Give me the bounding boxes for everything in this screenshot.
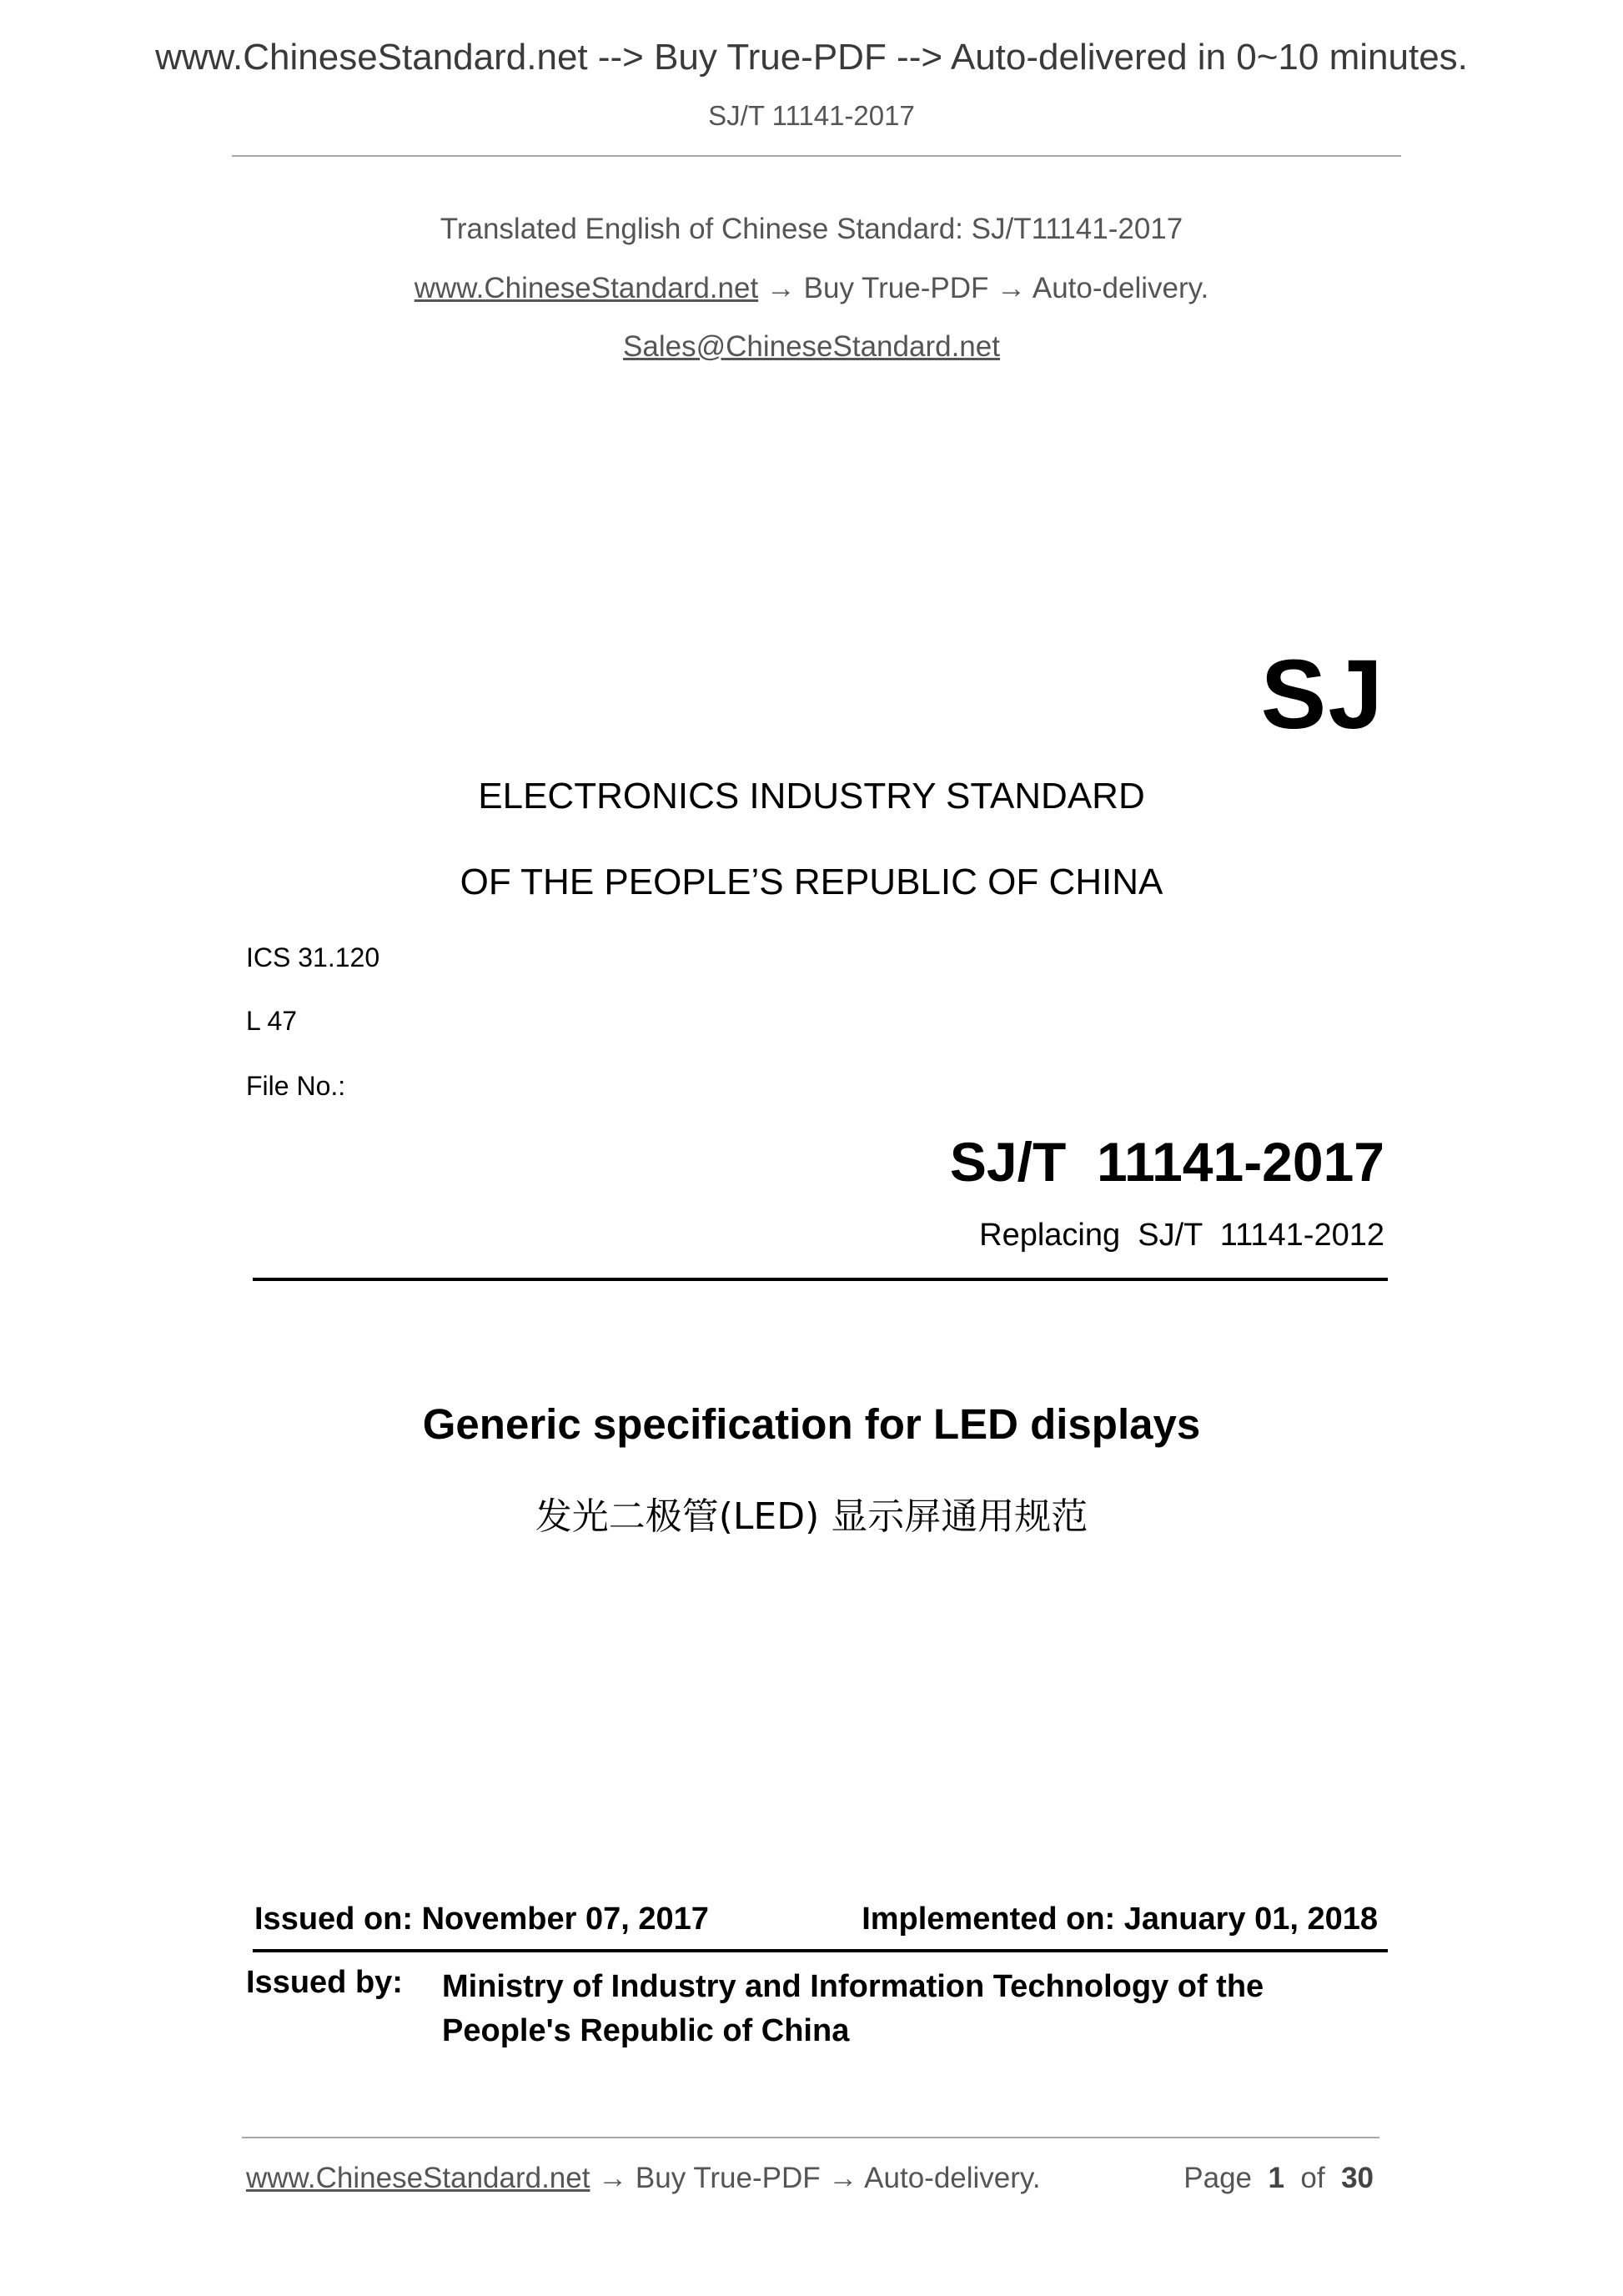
ics-code: ICS 31.120: [246, 942, 380, 972]
document-title-zh: 发光二极管(LED) 显示屏通用规范: [535, 1495, 1088, 1538]
replacing-standard: Replacing SJ/T 11141-2012: [979, 1218, 1384, 1253]
ccs-code: L 47: [246, 1006, 298, 1036]
email-link[interactable]: Sales@ChineseStandard.net: [623, 330, 1000, 363]
footer-site-rest: → Buy True-PDF → Auto-delivery.: [590, 2162, 1041, 2194]
site-line: [0, 272, 1623, 305]
sj-logo: SJ: [1260, 640, 1384, 750]
top-banner: www.ChineseStandard.net --> Buy True-PDF --> Auto-delivered in 0~10 minutes.: [155, 37, 1468, 78]
page-of: of: [1300, 2162, 1325, 2194]
title-divider: [253, 1278, 1388, 1281]
implemented-on-date: Implemented on: January 01, 2018: [862, 1902, 1378, 1937]
file-number: File No.:: [246, 1071, 346, 1101]
issued-on-date: Issued on: November 07, 2017: [254, 1902, 709, 1937]
dates-divider: [253, 1949, 1388, 1952]
page-label: Page: [1183, 2162, 1253, 2194]
footer-divider: [242, 2137, 1379, 2138]
page-indicator: [1183, 2162, 1374, 2195]
footer-site-link[interactable]: www.ChineseStandard.net: [246, 2162, 590, 2194]
issued-by-label: Issued by:: [246, 1965, 403, 2000]
footer-site-line: [246, 2162, 1041, 2195]
issued-by-line-1: Ministry of Industry and Information Technology of the: [442, 1969, 1264, 2004]
site-link[interactable]: www.ChineseStandard.net: [414, 272, 759, 304]
translation-note: Translated English of Chinese Standard: SJ/T11141-2017: [440, 213, 1183, 245]
page-current: 1: [1268, 2162, 1284, 2194]
industry-standard-line-2: OF THE PEOPLE’S REPUBLIC OF CHINA: [460, 862, 1163, 902]
issued-by-authority: [442, 1965, 1386, 2053]
page-total: 30: [1341, 2162, 1374, 2194]
document-title-en: Generic specification for LED displays: [422, 1400, 1201, 1448]
industry-standard-line-1: ELECTRONICS INDUSTRY STANDARD: [478, 776, 1145, 816]
header-divider: [232, 155, 1401, 157]
issued-by-line-2: People's Republic of China: [442, 2013, 850, 2048]
email-line: [0, 330, 1623, 364]
header-doc-code: SJ/T 11141-2017: [708, 100, 915, 131]
site-line-rest: → Buy True-PDF → Auto-delivery.: [758, 272, 1209, 304]
standard-number: SJ/T 11141-2017: [949, 1131, 1384, 1193]
